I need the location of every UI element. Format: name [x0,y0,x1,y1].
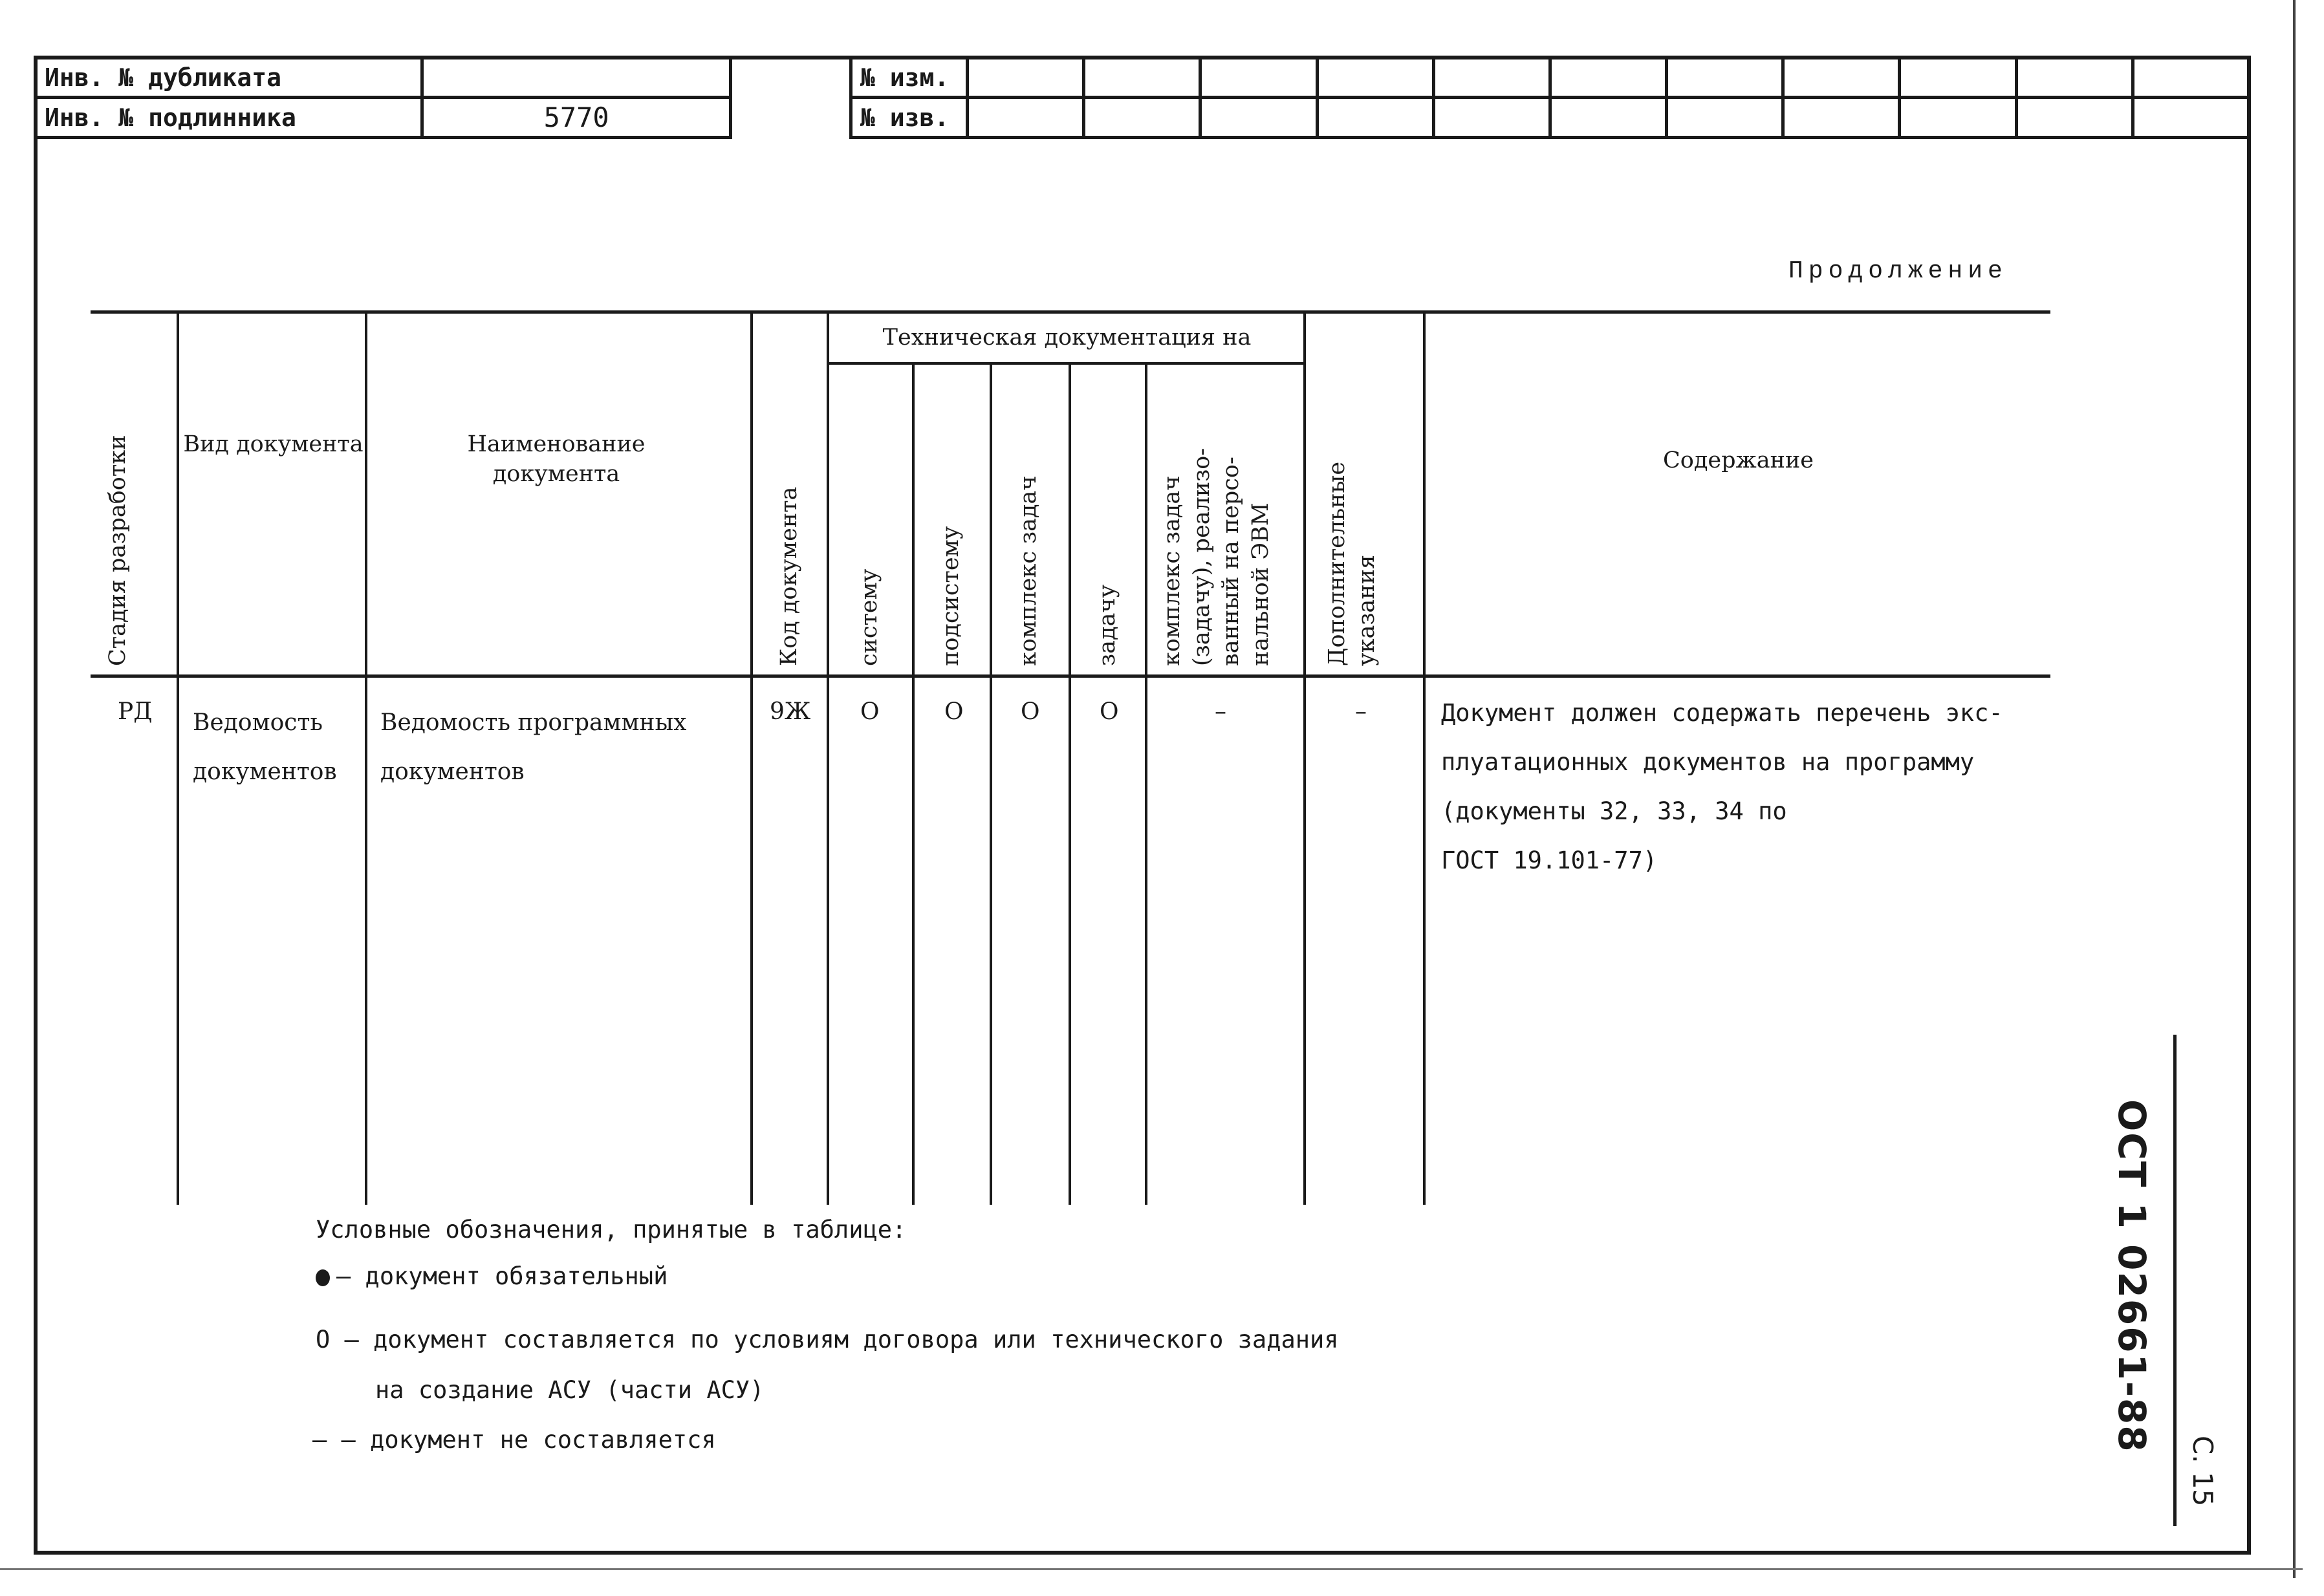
header-doc-type-text: Вид документа [183,431,364,457]
margin-rule [2173,1035,2177,1526]
stamp-cell [1550,98,1666,138]
group-header-rule [827,362,1305,365]
col-divider [912,363,915,1205]
header-stage: Стадия разработки [105,435,131,666]
header-pc-line2: (задачу), реализо- [1188,448,1215,666]
header-tech-doc-group: Техническая документация на [882,325,1252,350]
stamp-cell [1084,58,1200,98]
stamp-cell [1084,98,1200,138]
col-divider [827,310,829,1205]
content-line: (документы 32, 33, 34 по [1441,797,1787,825]
stamp-cell [1433,98,1550,138]
header-additional-line2: указания [1353,554,1380,666]
cell-doc-name-line2: документов [380,759,525,785]
stamp-row-change [851,58,2250,98]
col-divider [990,363,992,1205]
cell-task: О [1100,698,1119,725]
stamp-cell [968,58,1084,98]
col-divider [177,310,179,1205]
stamp-cell [1783,98,1900,138]
filled-dot-icon [316,1269,330,1286]
stamp-value-duplicate [422,58,731,98]
stamp-cell [2016,98,2133,138]
col-divider [1145,363,1147,1205]
content-line: ГОСТ 19.101-77) [1441,847,1658,874]
stamp-label-original: Инв. № подлинника [36,98,422,138]
cell-doc-name [380,698,686,797]
header-additional-line1: Дополнительные [1324,461,1350,666]
legend-mandatory [316,1262,668,1290]
stamp-cell [2133,58,2249,98]
stamp-cell [2133,98,2249,138]
stamp-value-original: 5770 [422,98,731,138]
cell-additional: – [1355,698,1367,725]
stamp-cell [1550,58,1666,98]
stamp-cell [1200,98,1317,138]
stamp-cell [1783,58,1900,98]
header-doc-code: Код документа [776,486,802,666]
legend-optional-line1: О – документ составляется по условиям договора или технического задания [316,1326,1339,1353]
table-top-rule [91,310,2050,314]
stamp-cell [968,98,1084,138]
cell-system: О [860,698,880,725]
header-task-complex: комплекс задач [1015,475,1041,666]
stamp-label-change: № изм. [851,58,968,98]
stamp-label-duplicate: Инв. № дубликата [36,58,422,98]
header-doc-name [414,430,699,489]
header-content: Содержание [1663,448,1814,473]
continuation-label: Продолжение [1788,257,2008,285]
header-system: систему [856,568,882,666]
stamp-cell [2016,58,2133,98]
stamp-cell [1900,58,2016,98]
cell-pc: – [1215,698,1226,725]
stamp-cell [1900,98,2016,138]
cell-stage: РД [118,698,153,725]
stamp-cell [1667,98,1783,138]
page-number: С. 15 [2187,1436,2219,1507]
stamp-row-duplicate [36,58,731,98]
legend-mandatory-text: – документ обязательный [336,1262,668,1290]
col-divider [1069,363,1071,1205]
stamp-row-original [36,98,731,138]
header-additional [1323,462,1382,666]
cell-doc-name-line1: Ведомость программных [380,709,687,736]
stamp-cell [1433,58,1550,98]
header-subsystem: подсистему [938,526,964,666]
stamp-cell [1200,58,1317,98]
header-pc-line3: ванный на персо- [1218,457,1244,666]
stamp-cell [1667,58,1783,98]
col-divider [1303,310,1306,1205]
cell-doc-type-line1: Ведомость [193,709,323,736]
cell-content [1441,689,2003,885]
cell-task-complex: О [1021,698,1040,725]
col-divider [750,310,753,1205]
cell-doc-type-line2: документов [193,759,337,785]
inventory-stamp [34,56,732,139]
cell-doc-type [193,698,337,797]
sheet-bottom-edge [0,1568,2303,1570]
legend-optional-line2: на создание АСУ (части АСУ) [375,1376,765,1404]
content-line: плуатационных документов на программу [1441,748,1975,776]
standard-number: ОСТ 1 02661-88 [2110,1099,2154,1453]
header-pc-line1: комплекс задач [1159,475,1185,666]
stamp-cell [1317,98,1433,138]
header-pc-complex [1158,448,1276,666]
header-doc-name-text: Наименование документа [467,431,646,487]
legend-not-made: – – документ не составляется [312,1426,716,1454]
header-pc-line4: нальной ЭВМ [1247,502,1274,666]
col-divider [1423,310,1426,1205]
cell-subsystem: О [944,698,964,725]
content-line: Документ должен содержать перечень экс- [1441,699,2003,727]
header-doc-type [181,430,365,460]
sheet-right-edge [2293,0,2296,1578]
cell-doc-code: 9Ж [770,698,811,725]
change-stamp [849,56,2251,139]
stamp-cell [1317,58,1433,98]
stamp-label-notice: № изв. [851,98,968,138]
stamp-row-notice [851,98,2250,138]
legend-title: Условные обозначения, принятые в таблице: [316,1216,907,1244]
header-task: задачу [1094,584,1120,666]
